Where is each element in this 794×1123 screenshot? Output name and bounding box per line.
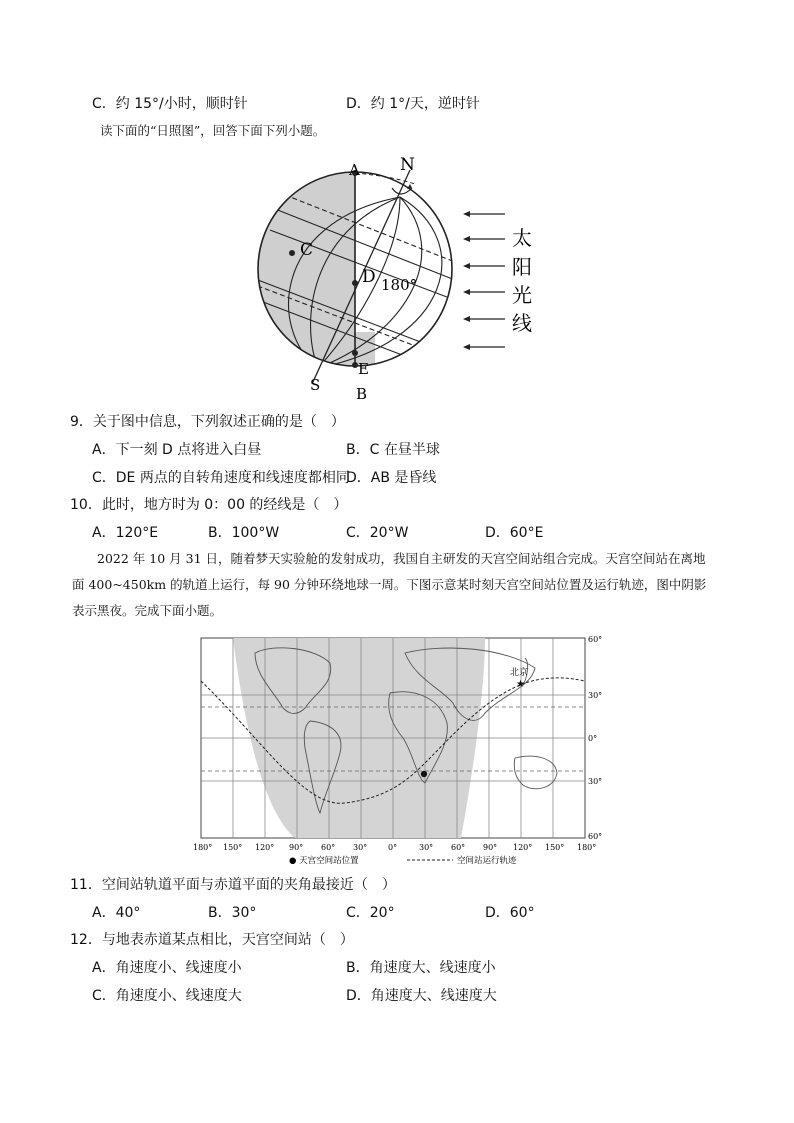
sunlight-arrows — [465, 214, 505, 347]
legend-station: ● 天宫空间站位置 — [289, 856, 359, 866]
sunlight-char-2: 阳 — [512, 255, 532, 279]
lon-label: 120° — [513, 843, 533, 852]
label-e: E — [358, 360, 369, 378]
legend-orbit: 空间站运行轨迹 — [457, 856, 517, 866]
q11-option-d: D．60° — [485, 905, 535, 921]
q11-stem: 11．空间站轨道平面与赤道平面的夹角最接近（ ） — [70, 877, 396, 893]
point-e — [352, 350, 358, 356]
q11-option-b: B．30° — [208, 905, 257, 921]
q9-option-b: B．C 在昼半球 — [346, 442, 440, 458]
lon-label: 60° — [321, 843, 336, 852]
label-n: N — [400, 155, 415, 175]
q10-option-b: B．100°W — [208, 525, 280, 541]
label-b: B — [356, 385, 368, 403]
q9-stem: 9．关于图中信息，下列叙述正确的是（ ） — [70, 414, 345, 430]
q11-option-a: A．40° — [92, 905, 141, 921]
lon-label: 90° — [483, 843, 498, 852]
q10-option-a: A．120°E — [92, 525, 159, 541]
illumination-diagram — [250, 152, 540, 404]
label-180: 180° — [381, 276, 418, 294]
q12-option-c: C．角速度小、线速度大 — [92, 988, 242, 1004]
lat-label-0: 0° — [588, 734, 598, 743]
lon-label: 90° — [289, 843, 304, 852]
prev-option-d: D．约 1°/天，逆时针 — [346, 96, 480, 112]
lon-label: 180° — [193, 843, 213, 852]
lon-label: 150° — [545, 843, 565, 852]
station-position-marker — [421, 771, 427, 777]
q10-option-c: C．20°W — [346, 525, 409, 541]
q11-option-c: C．20° — [346, 905, 395, 921]
lat-label-30n: 30° — [588, 691, 603, 700]
q12-option-d: D．角速度大、线速度大 — [346, 988, 497, 1004]
night-shading — [250, 152, 355, 404]
prev-option-c: C．约 15°/小时，顺时针 — [92, 96, 248, 112]
label-s: S — [310, 376, 321, 394]
lat-label-60n: 60° — [588, 635, 603, 644]
lon-label: 30° — [353, 843, 368, 852]
label-c: C — [300, 240, 314, 260]
sunlight-char-1: 太 — [512, 226, 532, 250]
lon-label: 150° — [223, 843, 243, 852]
intro-space-station: 2022 年 10 月 31 日，随着梦天实验舱的发射成功，我国自主研发的天宫空间站组合完成。天宫空间站在离地面 400~450km 的轨道上运行，每 90 分钟环绕地球一周。下图示意某时刻天宫空间站位置及运行轨迹，图中阴影表示黑夜。完成下面小题。 — [72, 551, 707, 618]
lat-label-30s: 30° — [588, 777, 603, 786]
q12-stem: 12．与地表赤道某点相比，天宫空间站（ ） — [70, 932, 354, 948]
orbit-map — [185, 633, 610, 868]
intro-sunlight-diagram: 读下面的“日照图”，回答下面下列小题。 — [100, 123, 326, 138]
lon-label: 120° — [255, 843, 275, 852]
q9-option-a: A．下一刻 D 点将进入白昼 — [92, 442, 262, 458]
q10-option-d: D．60°E — [485, 525, 544, 541]
q12-option-a: A．角速度小、线速度小 — [92, 960, 242, 976]
q10-stem: 10．此时，地方时为 0：00 的经线是（ ） — [70, 497, 348, 513]
label-a: A — [349, 161, 360, 179]
sunlight-char-4: 线 — [512, 311, 532, 335]
lon-label: 60° — [451, 843, 466, 852]
label-d: D — [362, 267, 376, 287]
sunlight-char-3: 光 — [512, 283, 532, 307]
q9-option-c: C．DE 两点的自转角速度和线速度都相同 — [92, 470, 350, 486]
lon-label: 180° — [577, 843, 597, 852]
point-d — [352, 280, 358, 286]
lon-label: 0° — [388, 843, 398, 852]
lat-label-60s: 60° — [588, 832, 603, 841]
lon-label: 30° — [419, 843, 434, 852]
q9-option-d: D．AB 是昏线 — [346, 470, 437, 486]
beijing-star-icon: ★ — [516, 679, 525, 690]
q12-option-b: B．角速度大、线速度小 — [346, 960, 496, 976]
point-c — [289, 250, 295, 256]
beijing-label: 北京 — [510, 668, 529, 678]
